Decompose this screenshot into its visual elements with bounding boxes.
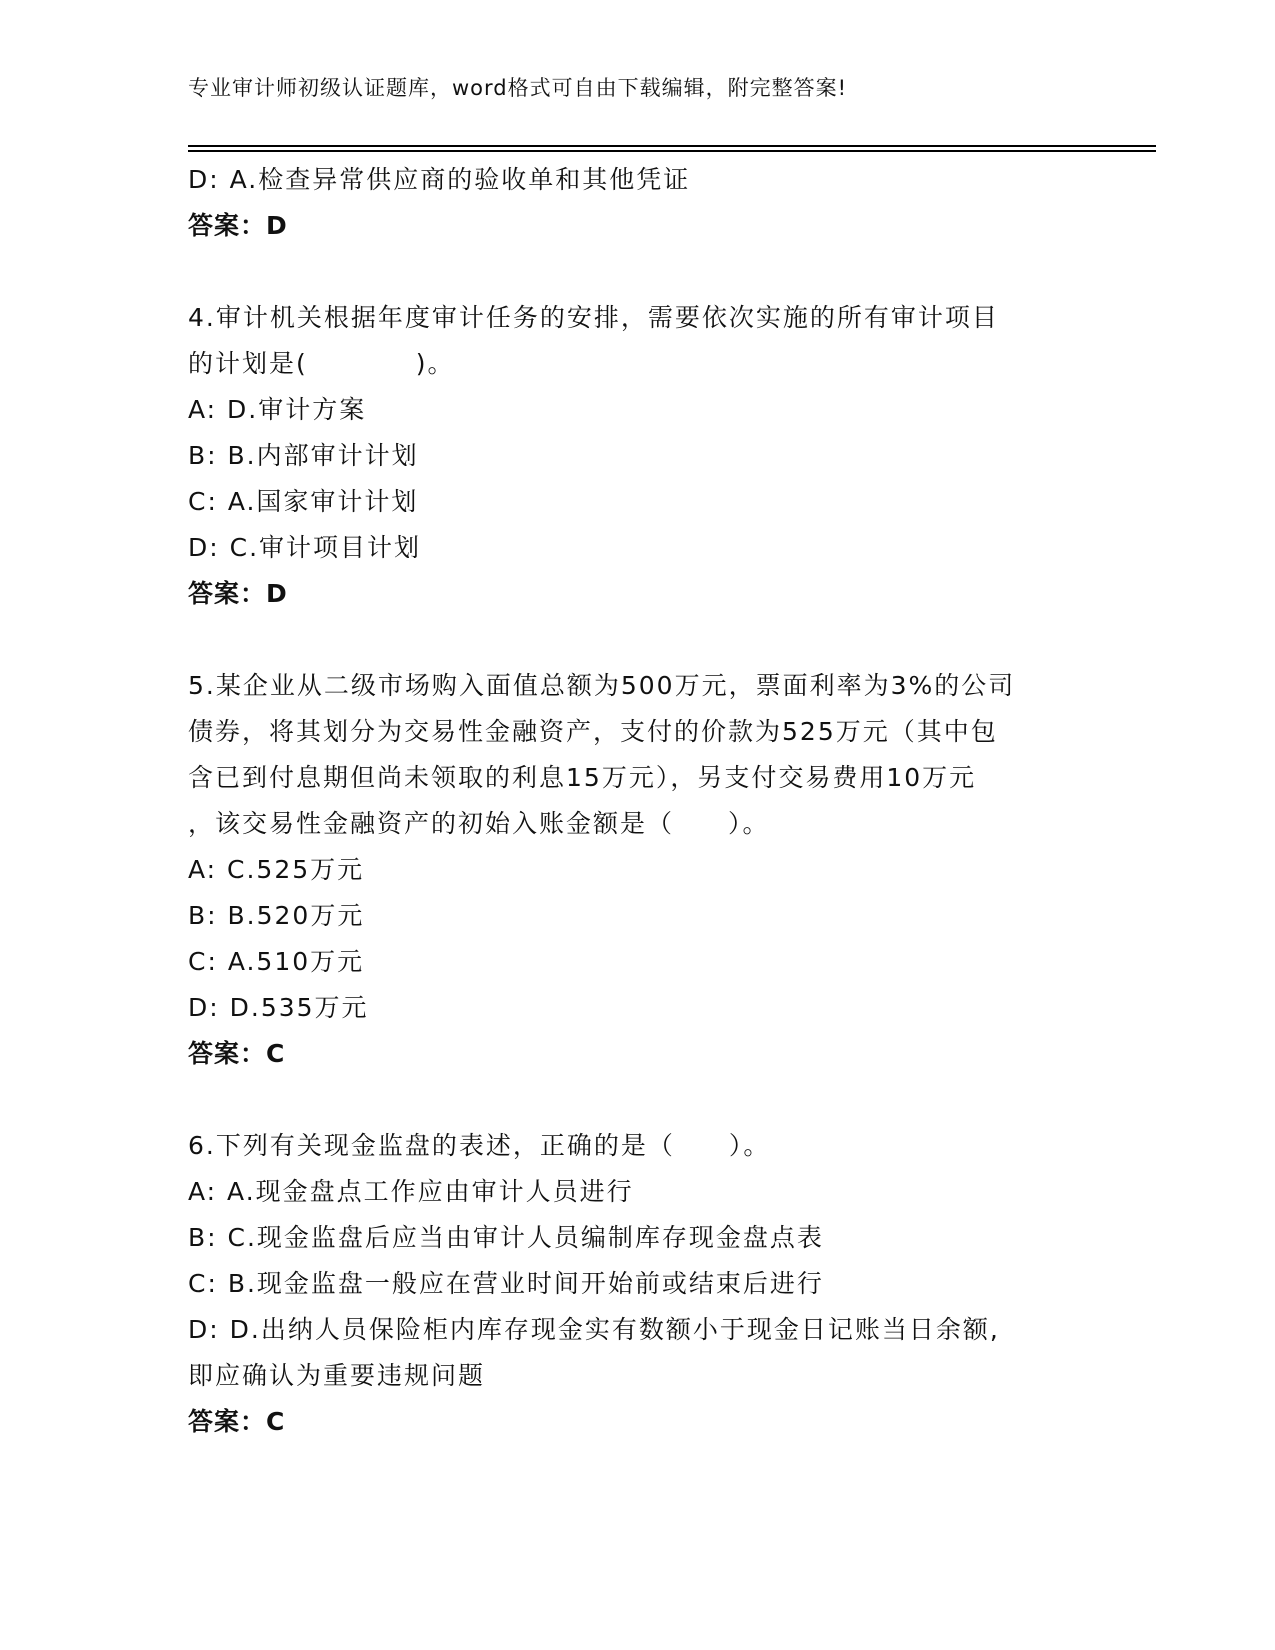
question-stem: 债券，将其划分为交易性金融资产，支付的价款为525万元（其中包 — [188, 717, 998, 746]
option-d-continued: 即应确认为重要违规问题 — [188, 1361, 486, 1390]
answer-line: 答案：D — [188, 579, 288, 608]
option-b: B: B.520万元 — [188, 901, 365, 930]
option-d: D: C.审计项目计划 — [188, 533, 422, 562]
option-d: D: D.535万元 — [188, 993, 369, 1022]
answer-line: 答案：C — [188, 1039, 286, 1068]
question-stem: ，该交易性金融资产的初始入账金额是（ ）。 — [188, 809, 770, 838]
spacer — [188, 617, 1088, 663]
question-stem: 含已到付息期但尚未领取的利息15万元），另支付交易费用10万元 — [188, 763, 977, 792]
option-a: A: C.525万元 — [188, 855, 365, 884]
option-c: C: A.国家审计计划 — [188, 487, 419, 516]
spacer — [188, 1077, 1088, 1123]
option-d: D: D.出纳人员保险柜内库存现金实有数额小于现金日记账当日余额, — [188, 1315, 1000, 1344]
option-b: B: C.现金监盘后应当由审计人员编制库存现金盘点表 — [188, 1223, 824, 1252]
question-stem: 5.某企业从二级市场购入面值总额为500万元，票面利率为3%的公司 — [188, 671, 1016, 700]
option-b: B: B.内部审计计划 — [188, 441, 419, 470]
answer-line: 答案：C — [188, 1407, 286, 1436]
header-divider — [188, 145, 1156, 147]
option-d: D: A.检查异常供应商的验收单和其他凭证 — [188, 165, 691, 194]
page-header: 专业审计师初级认证题库，word格式可自由下载编辑，附完整答案! — [188, 76, 848, 100]
question-stem: 的计划是( )。 — [188, 349, 455, 378]
option-a: A: A.现金盘点工作应由审计人员进行 — [188, 1177, 634, 1206]
option-a: A: D.审计方案 — [188, 395, 367, 424]
question-stem: 6.下列有关现金监盘的表述，正确的是（ ）。 — [188, 1131, 771, 1160]
spacer — [188, 249, 1088, 295]
option-c: C: A.510万元 — [188, 947, 365, 976]
question-content — [188, 157, 1088, 1445]
option-c: C: B.现金监盘一般应在营业时间开始前或结束后进行 — [188, 1269, 824, 1298]
answer-line: 答案：D — [188, 211, 288, 240]
question-stem: 4.审计机关根据年度审计任务的安排，需要依次实施的所有审计项目 — [188, 303, 999, 332]
header-divider — [188, 150, 1156, 152]
